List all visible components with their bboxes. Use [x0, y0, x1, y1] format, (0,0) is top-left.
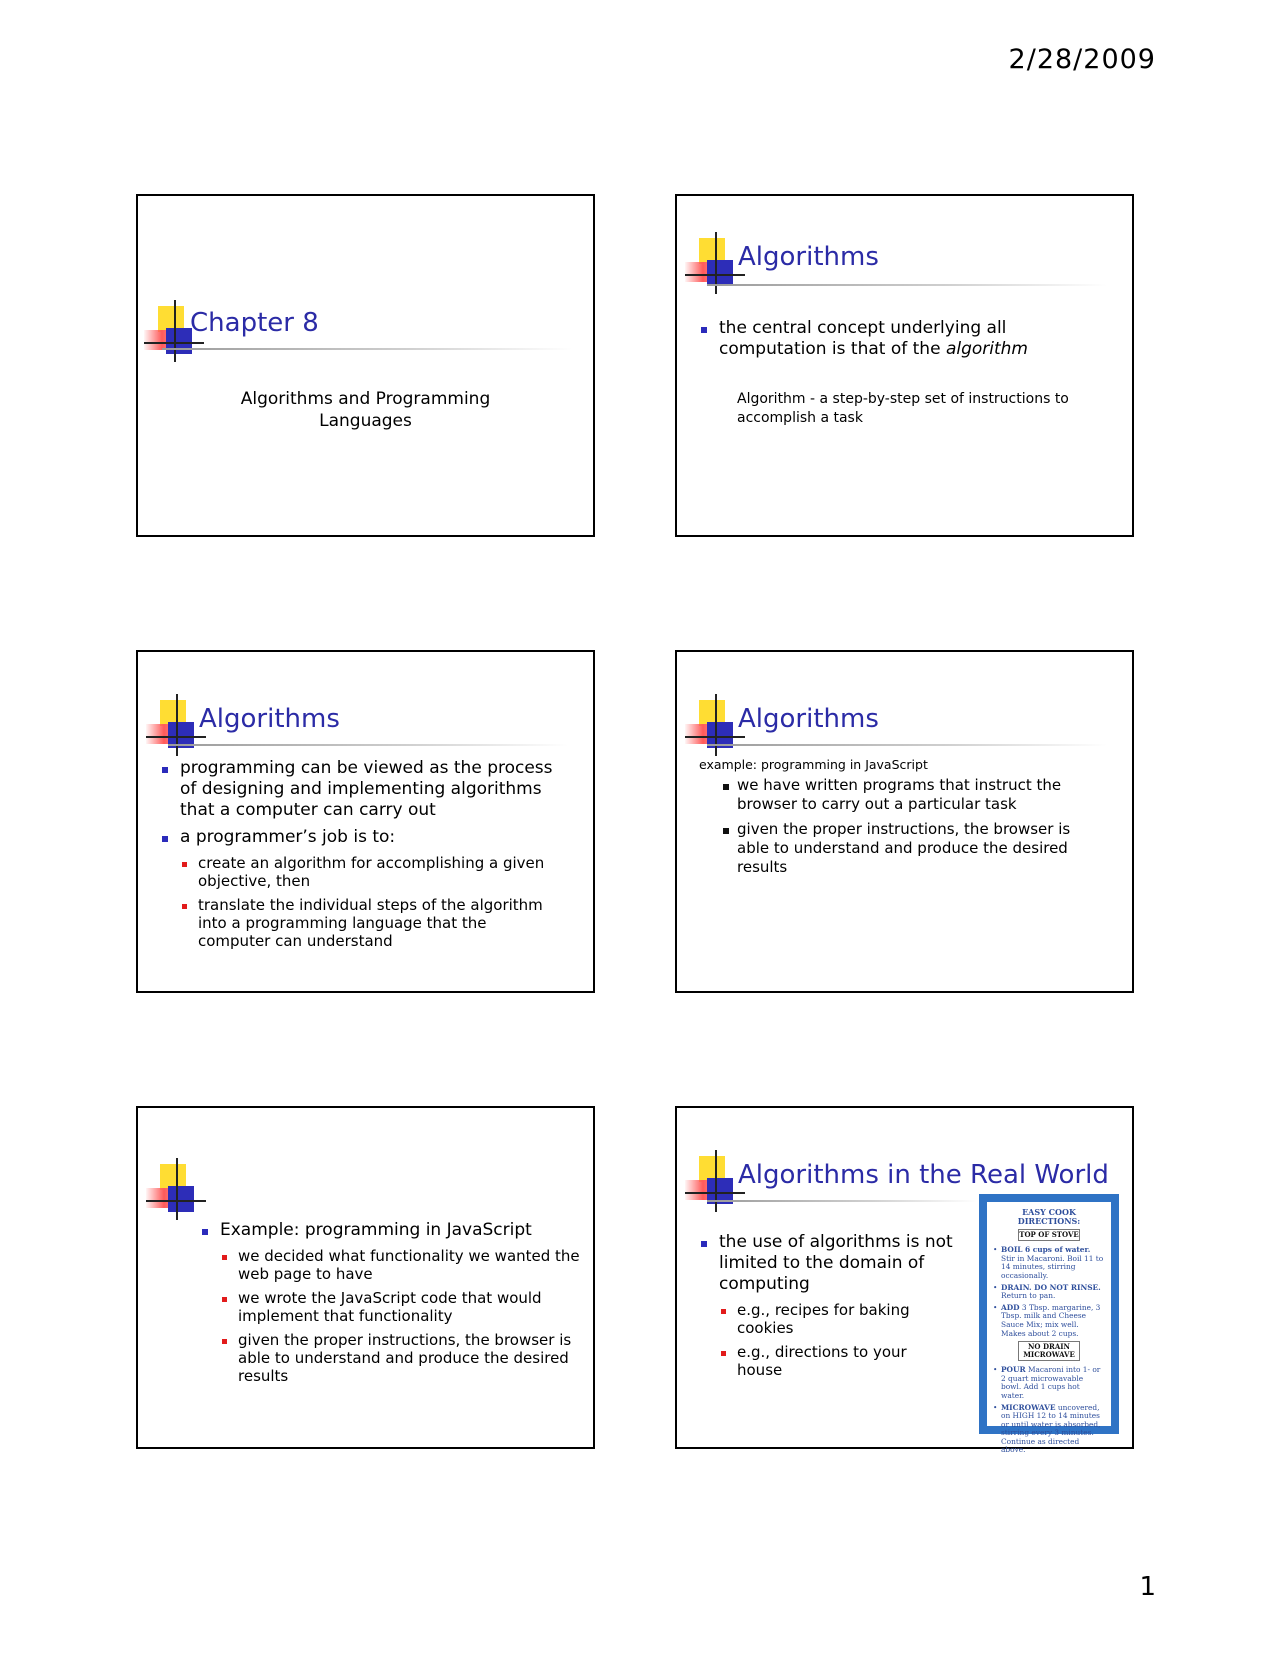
- title-rule: [707, 1200, 977, 1202]
- list-item: create an algorithm for accomplishing a given objective, then: [182, 854, 562, 890]
- slide-title: Algorithms: [738, 704, 879, 734]
- recipe-box-label: TOP OF STOVE: [1019, 1230, 1079, 1240]
- list-item: given the proper instructions, the browser is able to understand and produce the desired results: [222, 1331, 582, 1385]
- bullet-list: [701, 318, 1111, 366]
- page-date: 2/28/2009: [1008, 44, 1156, 75]
- list-item: we decided what functionality we wanted the web page to have: [222, 1247, 582, 1283]
- slide-algorithms-javascript: [675, 650, 1134, 993]
- title-rule: [707, 744, 1107, 746]
- list-item: the use of algorithms is not limited to the domain of computing: [701, 1232, 956, 1295]
- slide-example-javascript: [136, 1106, 595, 1449]
- list-item: we have written programs that instruct the browser to carry out a particular task: [723, 776, 1103, 814]
- list-item: given the proper instructions, the browser is able to understand and produce the desired results: [723, 820, 1103, 877]
- recipe-box-label: NO DRAIN MICROWAVE: [1018, 1341, 1080, 1361]
- recipe-heading: EASY COOK DIRECTIONS:: [1017, 1207, 1081, 1226]
- definition-text: Algorithm - a step-by-step set of instructions to accomplish a task: [737, 391, 1069, 426]
- list-item: Example: programming in JavaScript: [202, 1220, 582, 1241]
- list-item: translate the individual steps of the algorithm into a programming language that the computer can understand: [182, 896, 562, 950]
- recipe-step: • MICROWAVE uncovered, on HIGH 12 to 14 minutes or until water is absorbed, stirring every 3 minutes. Continue as directed above.: [993, 1402, 1101, 1455]
- list-item: we wrote the JavaScript code that would implement that functionality: [222, 1289, 582, 1325]
- slide-title: Algorithms: [199, 704, 340, 734]
- list-item: e.g., recipes for baking cookies: [721, 1301, 956, 1337]
- list-item: the central concept underlying all computation is that of the algorithm: [701, 318, 1111, 360]
- slide-title: Algorithms in the Real World: [738, 1160, 1109, 1190]
- bullet-list: [162, 758, 562, 956]
- square-bullet-icon: [701, 327, 707, 333]
- title-rule: [168, 744, 568, 746]
- square-bullet-icon: [723, 784, 729, 790]
- recipe-step: • BOIL 6 cups of water. Stir in Macaroni. Boil 11 to 14 minutes, stirring occasionally.: [993, 1245, 1104, 1280]
- list-item: a programmer’s job is to:: [162, 827, 562, 848]
- list-item: e.g., directions to your house: [721, 1343, 956, 1379]
- square-bullet-icon: [202, 1229, 208, 1235]
- square-bullet-icon: [701, 1241, 707, 1247]
- square-bullet-icon: [182, 862, 187, 867]
- bullet-list: [701, 1232, 956, 1385]
- square-bullet-icon: [222, 1255, 227, 1260]
- slide-title: Algorithms: [738, 242, 879, 272]
- recipe-step: • DRAIN. DO NOT RINSE. Return to pan.: [993, 1282, 1101, 1301]
- slide-logo-icon: [685, 1156, 745, 1212]
- recipe-step: • ADD 3 Tbsp. margarine, 3 Tbsp. milk and Cheese Sauce Mix; mix well. Makes about 2 cups.: [993, 1302, 1101, 1338]
- square-bullet-icon: [723, 828, 729, 834]
- bullet-list: [723, 776, 1103, 883]
- slide-algorithms-definition: [675, 194, 1134, 537]
- slide-title: Chapter 8: [190, 308, 319, 338]
- slide-real-world: [675, 1106, 1134, 1455]
- square-bullet-icon: [162, 767, 168, 773]
- title-rule: [162, 348, 572, 350]
- slide-logo-icon: [146, 700, 206, 756]
- slide-algorithms-programming: [136, 650, 595, 993]
- square-bullet-icon: [222, 1297, 227, 1302]
- square-bullet-icon: [182, 904, 187, 909]
- slide-chapter-8: [136, 194, 595, 537]
- square-bullet-icon: [162, 836, 168, 842]
- bullet-list: [202, 1220, 582, 1391]
- list-item: programming can be viewed as the process of designing and implementing algorithms that a computer can carry out: [162, 758, 562, 821]
- slide-logo-icon: [146, 1164, 206, 1220]
- square-bullet-icon: [222, 1339, 227, 1344]
- slide-logo-icon: [685, 700, 745, 756]
- page-number: 1: [1139, 1572, 1156, 1602]
- intro-text: example: programming in JavaScript: [699, 757, 928, 772]
- square-bullet-icon: [721, 1351, 726, 1356]
- square-bullet-icon: [721, 1309, 726, 1314]
- title-rule: [707, 284, 1107, 286]
- recipe-step: • POUR Macaroni into 1- or 2 quart microwavable bowl. Add 1 cups hot water.: [993, 1365, 1101, 1400]
- recipe-image: [979, 1194, 1119, 1455]
- slide-subtitle: Algorithms and Programming Languages: [240, 389, 491, 431]
